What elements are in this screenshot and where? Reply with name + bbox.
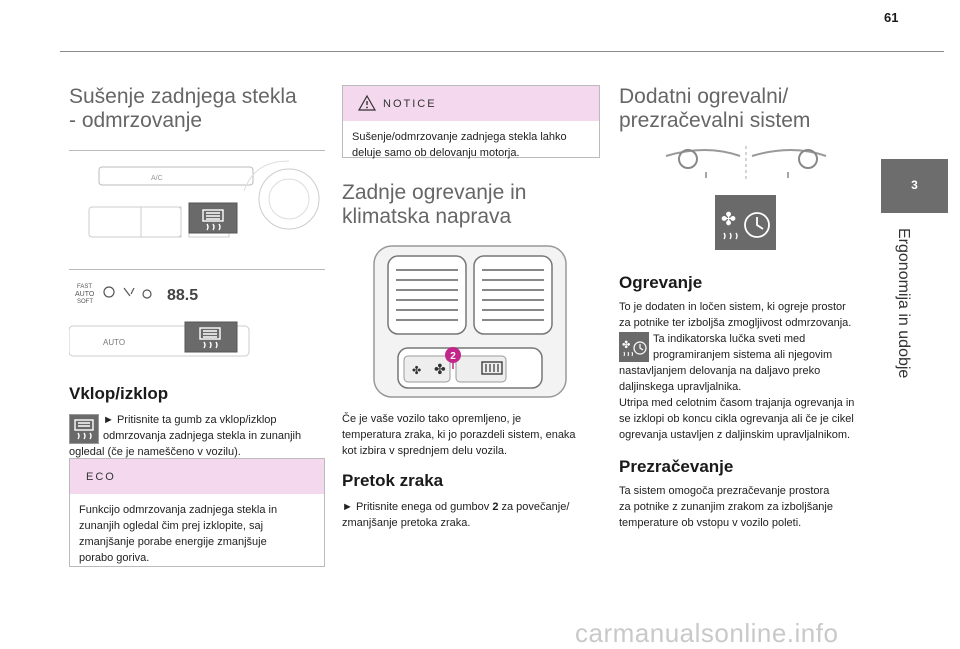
ac-label: A/C	[151, 175, 163, 182]
title-line-1: Dodatni ogrevalni/	[619, 85, 789, 108]
rear-heating-text	[342, 411, 604, 459]
notice-line-1: Sušenje/odmrzovanje zadnjega stekla lahko	[352, 131, 567, 143]
notice-line-2: deluje samo ob delovanju motorja.	[352, 147, 520, 159]
title-line-2: klimatska naprava	[342, 205, 512, 228]
title-line-1: Zadnje ogrevanje in	[342, 181, 527, 204]
soft-label: SOFT	[77, 299, 93, 305]
callout-2: 2	[450, 351, 456, 362]
notice-box	[342, 85, 600, 158]
pretok-title: Pretok zraka	[342, 471, 444, 490]
eco-line-2: zunanjih ogledal čim prej izklopite, saj	[79, 520, 264, 532]
vklop-line-3: ogledal (če je nameščeno v vozilu).	[69, 446, 241, 458]
column-3-title	[619, 85, 877, 133]
rear-defrost-icon	[69, 414, 99, 444]
eco-box	[69, 458, 325, 567]
chapter-tab-number: 3	[911, 178, 918, 192]
og-line-5: nastavljanjem delovanja na daljavo preko	[619, 365, 821, 377]
prezracevanje-title: Prezračevanje	[619, 457, 734, 476]
prezracevanje-text	[619, 483, 881, 531]
og-line-2: za potnike ter izboljša zmogljivost odmrzovanja.	[619, 317, 852, 329]
temp-display: 88.5	[167, 287, 199, 304]
pretok-button-ref: 2	[492, 501, 499, 513]
chapter-title-text: Ergonomija in udobje	[895, 228, 912, 379]
title-line-2: - odmrzovanje	[69, 109, 203, 132]
top-rule	[60, 51, 944, 52]
vklop-title: Vklop/izklop	[69, 384, 169, 403]
eco-line-1: Funkcijo odmrzovanja zadnjega stekla in	[79, 504, 278, 516]
fast-label: FAST	[77, 284, 93, 290]
pr-line-1: Ta sistem omogoča prezračevanje prostora	[619, 485, 830, 497]
title-line-1: Sušenje zadnjega stekla	[69, 85, 297, 108]
auto-button-label: AUTO	[103, 338, 126, 347]
eco-line-3: zmanjšanje porabe energije zmanjšuje	[79, 536, 267, 548]
control-panel-manual	[69, 150, 325, 244]
og-line-8: se izklopi ob koncu cikla ogrevanja ali če je cikel	[619, 413, 854, 425]
og-line-4: programiranjem sistema ali njegovim	[653, 349, 833, 361]
vklop-section	[69, 384, 329, 460]
svg-text:✤: ✤	[622, 340, 631, 351]
section-title-rear-heating	[342, 181, 600, 229]
column-3-body	[619, 273, 881, 531]
column-1	[69, 85, 327, 133]
og-line-7: Utripa med celotnim časom trajanja ogrevanja in	[619, 397, 855, 409]
og-line-9: ogrevanja ustavljen z daljinskim upravljalnikom.	[619, 429, 851, 441]
para-line-3: kot izbira v sprednjem delu vozila.	[342, 445, 508, 457]
section-title-rear-defrost	[69, 85, 327, 133]
notice-box-head	[343, 86, 599, 121]
vklop-line-1: ► Pritisnite ta gumb za vklop/izklop	[103, 414, 277, 426]
pretok-text	[342, 499, 604, 531]
eco-line-4: porabo goriva.	[79, 552, 150, 564]
eco-box-body	[70, 494, 324, 574]
pretok-line-1a: ► Pritisnite enega od gumbov	[342, 501, 493, 513]
svg-text:✤: ✤	[434, 362, 446, 378]
watermark: carmanualsonline.info	[575, 618, 839, 648]
column-2-body	[342, 411, 604, 531]
pr-line-3: temperature ob vstopu v vozilo poleti.	[619, 517, 802, 529]
notice-box-body	[343, 121, 599, 169]
svg-text:✤: ✤	[412, 364, 422, 377]
auto-small-label: AUTO	[75, 291, 95, 298]
pretok-line-2: zmanjšanje pretoka zraka.	[342, 517, 471, 529]
para-line-1: Če je vaše vozilo tako opremljeno, je	[342, 413, 522, 425]
column-2-title	[342, 181, 600, 229]
rear-vent-illustration	[372, 244, 568, 399]
og-line-3: Ta indikatorska lučka sveti med	[653, 333, 806, 345]
indicator-inline-icon	[619, 332, 649, 362]
ogrevanje-text	[619, 299, 881, 443]
aux-heating-indicator-icon	[715, 195, 776, 250]
control-panel-auto-illustration	[69, 270, 325, 362]
warning-icon	[357, 94, 377, 112]
ogrevanje-title: Ogrevanje	[619, 273, 703, 292]
aux-heating-vehicle-diagram	[662, 142, 830, 184]
og-line-6: daljinskega upravljalnika.	[619, 381, 742, 393]
vklop-text	[69, 412, 329, 460]
svg-text:✤: ✤	[721, 209, 737, 230]
control-panel-manual-illustration	[69, 151, 325, 245]
pretok-line-1b: za povečanje/	[498, 501, 570, 513]
title-line-2: prezračevalni sistem	[619, 109, 811, 132]
para-line-2: temperatura zraka, ki jo porazdeli sistem, enaka	[342, 429, 576, 441]
og-line-1: To je dodaten in ločen sistem, ki ogreje prostor	[619, 301, 846, 313]
page-number: 61	[884, 10, 899, 25]
notice-label: NOTICE	[383, 98, 437, 110]
eco-box-head: ECO	[70, 459, 324, 494]
vklop-line-2: odmrzovanja zadnjega stekla in zunanjih	[103, 430, 302, 442]
section-title-aux-heating	[619, 85, 877, 133]
pr-line-2: za potnike z zunanjim zrakom za izboljšanje	[619, 501, 833, 513]
chapter-title	[892, 228, 914, 388]
control-panel-auto	[69, 269, 325, 361]
